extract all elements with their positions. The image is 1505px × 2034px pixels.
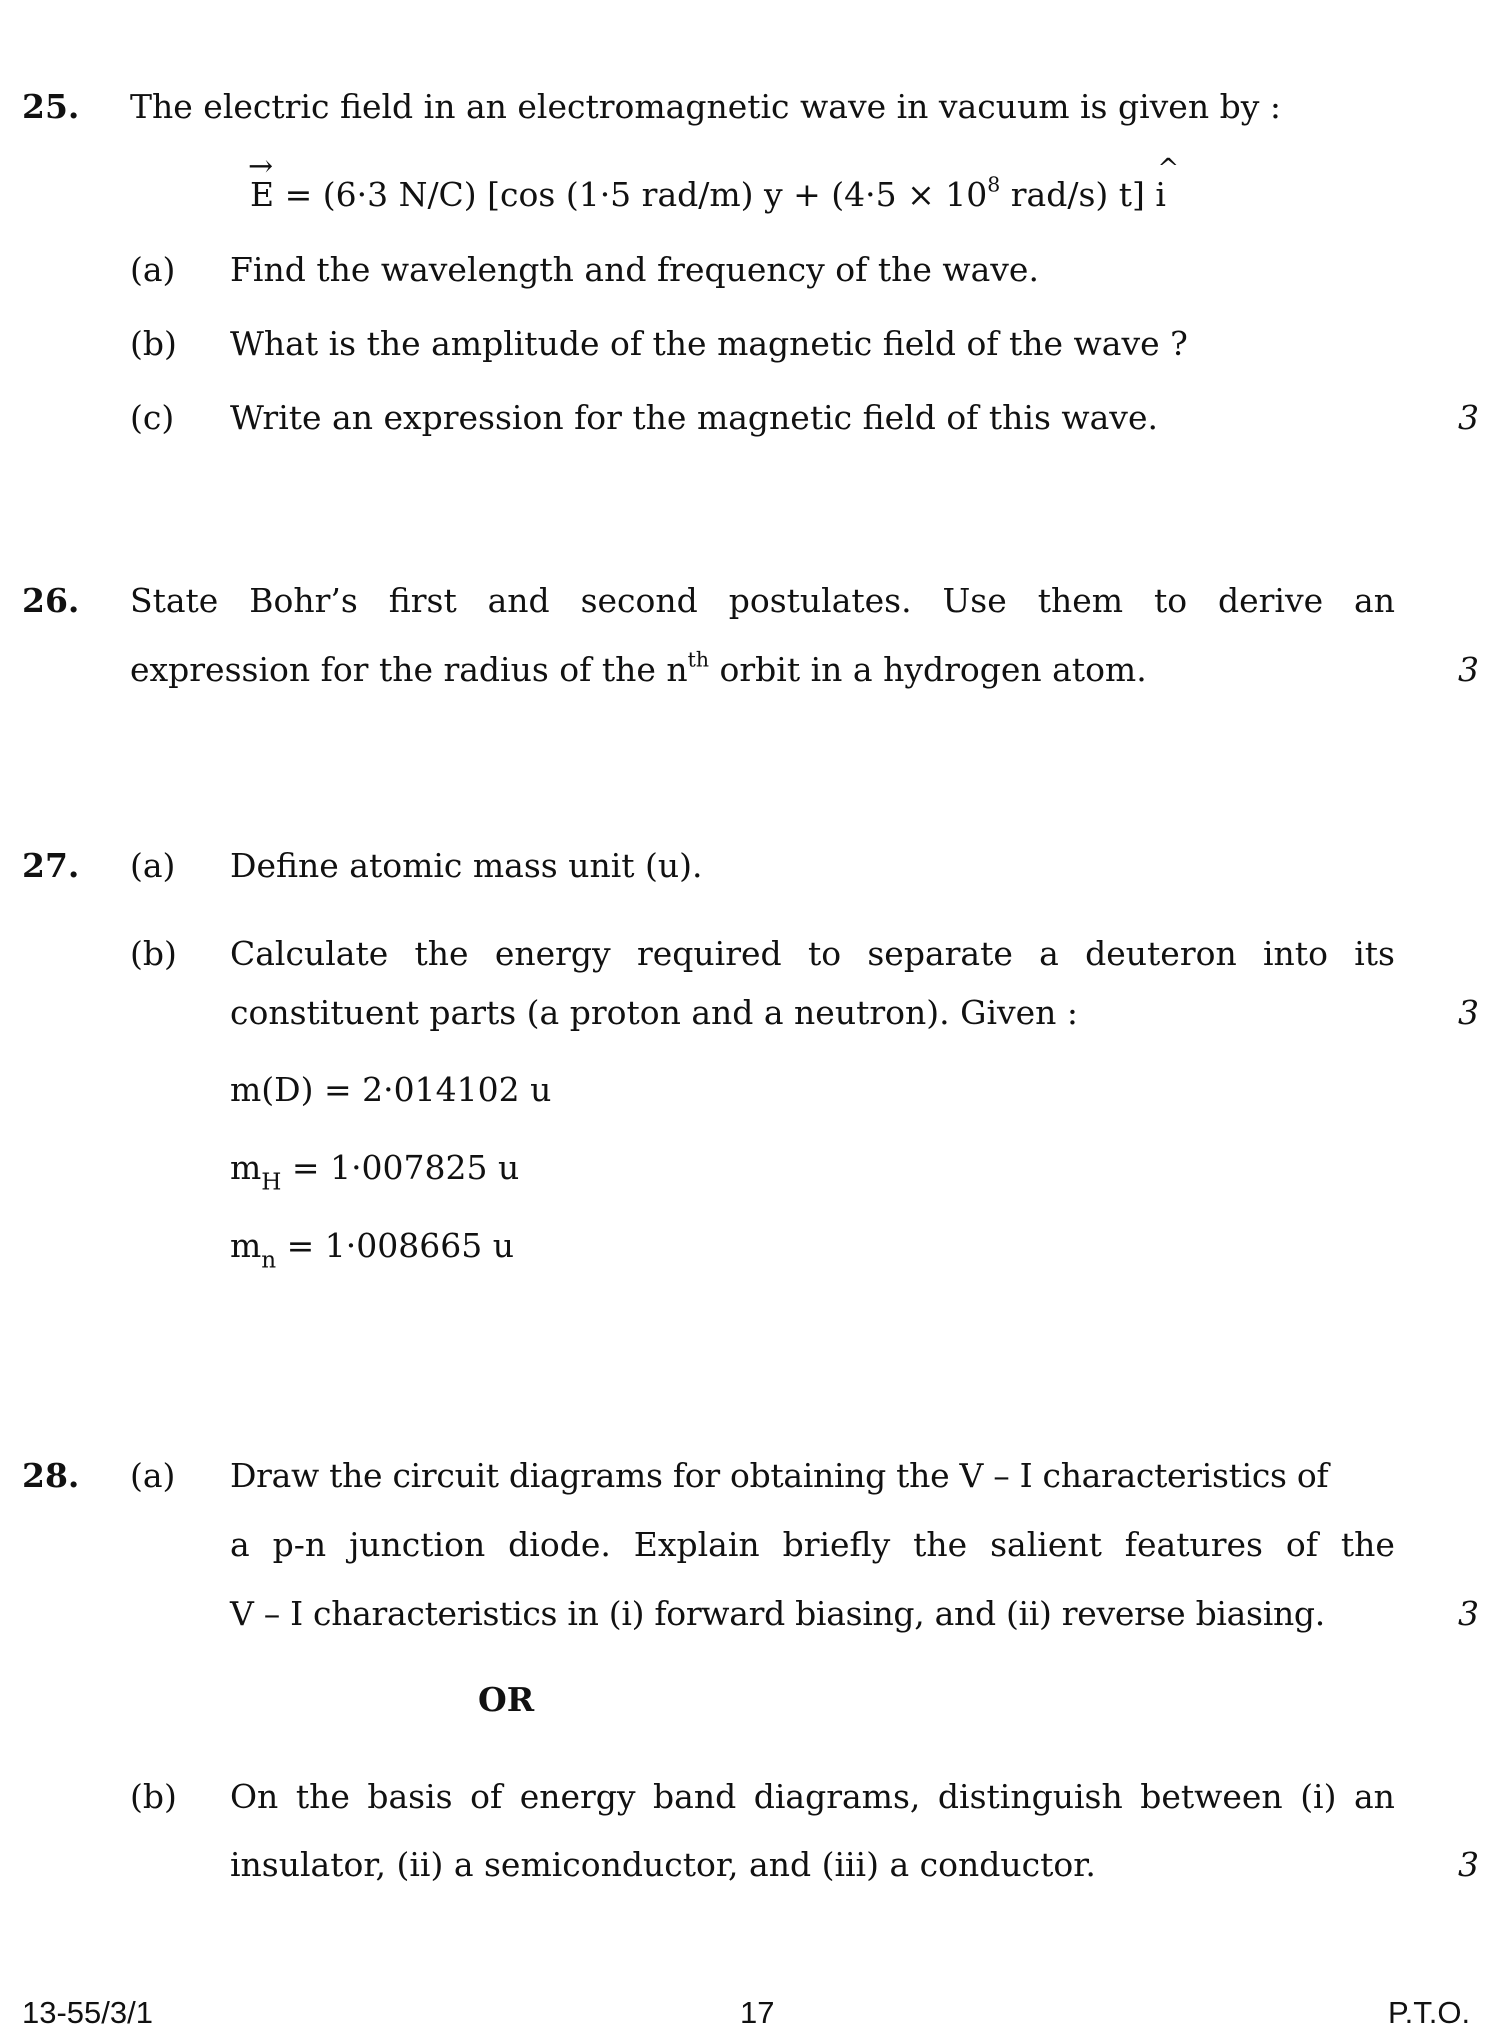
part-line-justified <box>230 1777 1395 1816</box>
marks: 3 <box>1458 993 1479 1032</box>
word: energy <box>494 934 611 973</box>
word: postulates. <box>728 581 912 620</box>
part-text: Write an expression for the magnetic field of this wave. <box>230 398 1158 437</box>
question-number: 27. <box>22 846 80 885</box>
part-text: What is the amplitude of the magnetic field of the wave ? <box>230 324 1188 363</box>
text: expression for the radius of the n <box>130 650 688 689</box>
word: the <box>913 1525 968 1564</box>
word: diode. <box>508 1525 611 1564</box>
marks: 3 <box>1458 1845 1479 1884</box>
word: derive <box>1217 581 1324 620</box>
word: distinguish <box>937 1777 1123 1816</box>
word: to <box>1153 581 1188 620</box>
word: of <box>470 1777 503 1816</box>
word: and <box>487 581 550 620</box>
word: State <box>130 581 219 620</box>
word: p-n <box>272 1525 327 1564</box>
unit-vector-i: ^ i <box>1155 178 1166 211</box>
equation-part2: rad/s) t] <box>1000 175 1156 214</box>
part-label: (b) <box>130 934 177 973</box>
vector-E: → E <box>250 178 274 211</box>
part-text: Find the wavelength and frequency of the wave. <box>230 250 1039 289</box>
word: to <box>807 934 842 973</box>
word: junction <box>349 1525 486 1564</box>
text: orbit in a hydrogen atom. <box>709 650 1147 689</box>
equation-exponent: 8 <box>987 172 1001 197</box>
word: Bohr’s <box>249 581 358 620</box>
equation <box>250 172 1166 214</box>
paper-code: 13-55/3/1 <box>22 1995 153 2030</box>
part-text: V – I characteristics in (i) forward biasing, and (ii) reverse biasing. <box>230 1594 1325 1633</box>
symbol: m <box>230 1148 262 1187</box>
word: first <box>388 581 457 620</box>
word: features <box>1124 1525 1263 1564</box>
given-mH <box>230 1148 520 1196</box>
part-text: Define atomic mass unit (u). <box>230 846 703 885</box>
question-line <box>130 647 1147 689</box>
word: On <box>230 1777 279 1816</box>
part-label: (a) <box>130 250 176 289</box>
superscript: th <box>687 647 710 672</box>
word: an <box>1354 1777 1395 1816</box>
equation-part1: = (6·3 N/C) [cos (1·5 rad/m) y + (4·5 × 10 <box>274 175 988 214</box>
part-text: constituent parts (a proton and a neutron). Given : <box>230 993 1079 1032</box>
word: a <box>1039 934 1059 973</box>
word: energy <box>519 1777 636 1816</box>
marks: 3 <box>1458 650 1479 689</box>
question-stem: The electric field in an electromagnetic wave in vacuum is given by : <box>130 87 1281 126</box>
word: of <box>1285 1525 1318 1564</box>
word: second <box>580 581 698 620</box>
word: its <box>1354 934 1395 973</box>
word: diagrams, <box>753 1777 921 1816</box>
subscript: H <box>261 1169 282 1196</box>
page-number: 17 <box>740 1995 775 2030</box>
word: (i) <box>1300 1777 1337 1816</box>
symbol: m <box>230 1226 262 1265</box>
question-number: 28. <box>22 1456 80 1495</box>
part-label: (b) <box>130 1777 177 1816</box>
question-number: 26. <box>22 581 80 620</box>
part-label: (c) <box>130 398 175 437</box>
word: salient <box>990 1525 1102 1564</box>
word: Use <box>942 581 1007 620</box>
word: the <box>414 934 469 973</box>
value: = 1·007825 u <box>281 1148 520 1187</box>
word: required <box>636 934 782 973</box>
word: Calculate <box>230 934 389 973</box>
value: = 1·008665 u <box>276 1226 515 1265</box>
word: the <box>295 1777 350 1816</box>
part-label: (b) <box>130 324 177 363</box>
part-text: Draw the circuit diagrams for obtaining the V – I characteristics of <box>230 1456 1329 1495</box>
word: a <box>230 1525 250 1564</box>
part-line-justified <box>230 1525 1395 1564</box>
word: into <box>1263 934 1328 973</box>
word: between <box>1140 1777 1283 1816</box>
subscript: n <box>261 1247 277 1274</box>
marks: 3 <box>1458 398 1479 437</box>
word: them <box>1037 581 1124 620</box>
word: band <box>653 1777 737 1816</box>
given-mn <box>230 1226 515 1274</box>
word: the <box>1340 1525 1395 1564</box>
word: Explain <box>633 1525 760 1564</box>
part-label: (a) <box>130 1456 176 1495</box>
given-mD: m(D) = 2·014102 u <box>230 1070 552 1109</box>
part-line-justified <box>230 934 1395 973</box>
question-line-justified <box>130 581 1395 620</box>
word: separate <box>867 934 1013 973</box>
please-turn-over: P.T.O. <box>1388 1995 1471 2030</box>
word: deuteron <box>1085 934 1237 973</box>
question-number: 25. <box>22 87 80 126</box>
word: an <box>1354 581 1395 620</box>
word: briefly <box>782 1525 891 1564</box>
marks: 3 <box>1458 1594 1479 1633</box>
word: basis <box>367 1777 453 1816</box>
part-label: (a) <box>130 846 176 885</box>
part-text: insulator, (ii) a semiconductor, and (iii) a conductor. <box>230 1845 1096 1884</box>
or-separator: OR <box>478 1680 535 1719</box>
